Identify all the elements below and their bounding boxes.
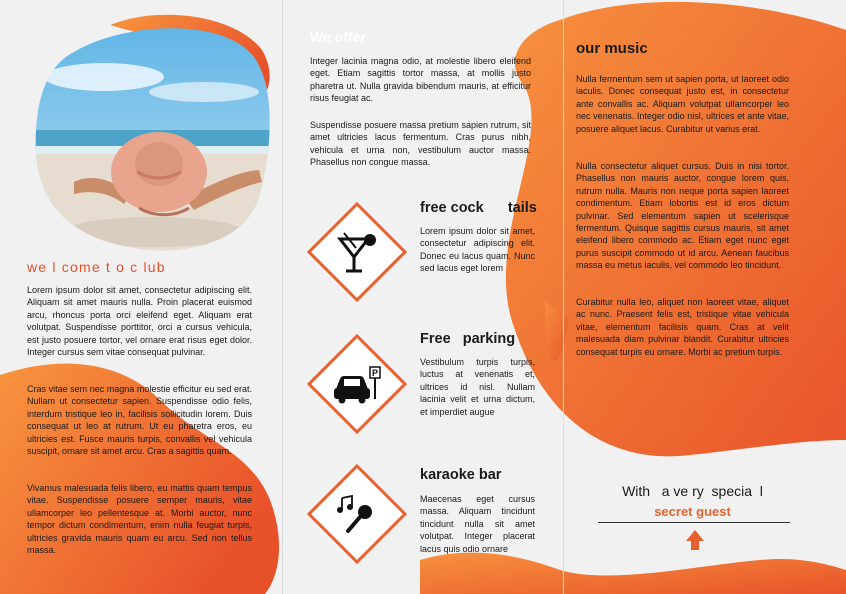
fold-line-left xyxy=(282,0,283,594)
karaoke-diamond xyxy=(306,463,408,565)
offer-paragraph-1: Integer lacinia magna odio, at molestie libero eleifend eget. Etiam sagittis tortor massa, at mollis justo pharetra ut. Nulla gravida bibendum mauris, at efficitur risus feugiat ac. xyxy=(310,56,531,104)
cocktail-diamond xyxy=(306,201,408,303)
music-paragraph-3: Curabitur nulla leo, aliquet non laoreet vitae, aliquet ac nunc. Praesent felis est, tristique vitae vehicula vitae, elementum facilisis quam. Cras at velit malesuada diam pulvinar blandit. Curabitur ultricies consequat turpis eu ornare. Morbi ac pretium turpis. xyxy=(576,297,789,357)
our-music-title: our music xyxy=(576,40,648,57)
beach-photo xyxy=(34,22,270,262)
guest-line-1: With a ve ry specia l xyxy=(622,483,763,499)
feature-title-cocktails: free cock tails xyxy=(420,200,537,216)
offer-paragraph-2: Suspendisse posuere massa pretium sapien rutrum, sit amet ultricies lacus fermentum. Cras purus nibh, vehicula et urna non, vestibulum auctor massa. Phasellus non congue massa. xyxy=(310,120,531,168)
welcome-paragraph-2: Cras vitae sem nec magna molestie efficitur eu sed erat. Nullam ut consectetur sapien. Suspendisse odio felis, interdum tristique leo in, facilisis sollicitudin lorem. Duis consequat ut leo at rutrum. Ut eu pharetra eros, eu ultricies est. Fusce mauris turpis, convallis vel vehicula suscipit, ornare sit amet arcu. Cras a sagittis quam. xyxy=(27,384,252,457)
guest-line-2: secret guest xyxy=(654,504,731,519)
welcome-paragraph-3: Vivamus malesuada felis libero, eu mattis quam tempus vitae. Suspendisse posuere semper mauris, vitae ullamcorper leo pellentesque at. Morbi auctor, nunc tempor dictum condimentum, enim nulla feugiat turpis, ultricies gravida mauris quam eu arcu. Sed non tellus massa. xyxy=(27,483,252,556)
up-arrow-icon xyxy=(684,528,706,552)
fold-line-right xyxy=(563,0,564,594)
feature-title-karaoke: karaoke bar xyxy=(420,467,502,483)
parking-diamond xyxy=(306,333,408,435)
feature-title-parking: Free parking xyxy=(420,331,516,347)
music-paragraph-2: Nulla consectetur aliquet cursus. Duis in nisi tortor. Phasellus non mauris auctor, congue lorem quis, rutrum nulla. Mauris non neque porta sapien laoreet condimentum. Etiam lobortis est id eros dictum pulvinar. Sed elementum sapien ut scelerisque fermentum. Quisque sagittis cursus mauris, sit amet eleifend libero commodo ac. Etiam eget nunc eget purus suscipit commodo ut id arcu. Aenean faucibus massa eu metus iaculis, vel commodo leo tincidunt. xyxy=(576,161,789,271)
welcome-title: we l come t o c lub xyxy=(27,259,166,275)
feature-text-cocktails: Lorem ipsum dolor sit amet, consectetur adipiscing elit. Donec eu lacus quam. Nunc sed lacus eget lorem xyxy=(420,226,535,274)
guest-divider xyxy=(598,522,790,523)
music-paragraph-1: Nulla fermentum sem ut sapien porta, ut laoreet odio iaculis. Donec consequat justo est, in consectetur ante convallis ac. Aliquam volutpat ullamcorper leo nec venenatis. Integer odio nisl, ultrices et ante vitae, posuere aliquet lacus. Curabitur ut varius erat. xyxy=(576,74,789,134)
we-offer-title: We offer xyxy=(310,29,366,45)
feature-text-parking: Vestibulum turpis turpis, luctus at venenatis et, ultrices id nisl. Nullam lacinia velit et urna dictum, et imperdiet augue xyxy=(420,357,535,417)
woman-in-sunhat-on-beach-photo xyxy=(34,22,270,262)
welcome-paragraph-1: Lorem ipsum dolor sit amet, consectetur adipiscing elit. Aliquam sit amet mauris nulla. Proin placerat euismod arcu, rhoncus porta orci eleifend eget. Aliquam erat volutpat. Suspendisse porttitor, orci a cursus vehicula, est justo posuere tortor, vel ornare erat risus eget dolor. Integer cursus sem vitae consequat pulvinar. xyxy=(27,285,252,358)
feature-text-karaoke: Maecenas eget cursus massa. Aliquam tincidunt tincidunt nulla sit amet volutpat. Integer placerat lacus quis odio ornare xyxy=(420,494,535,554)
bottom-wave-blob xyxy=(420,553,846,594)
svg-text:P: P xyxy=(371,368,379,378)
